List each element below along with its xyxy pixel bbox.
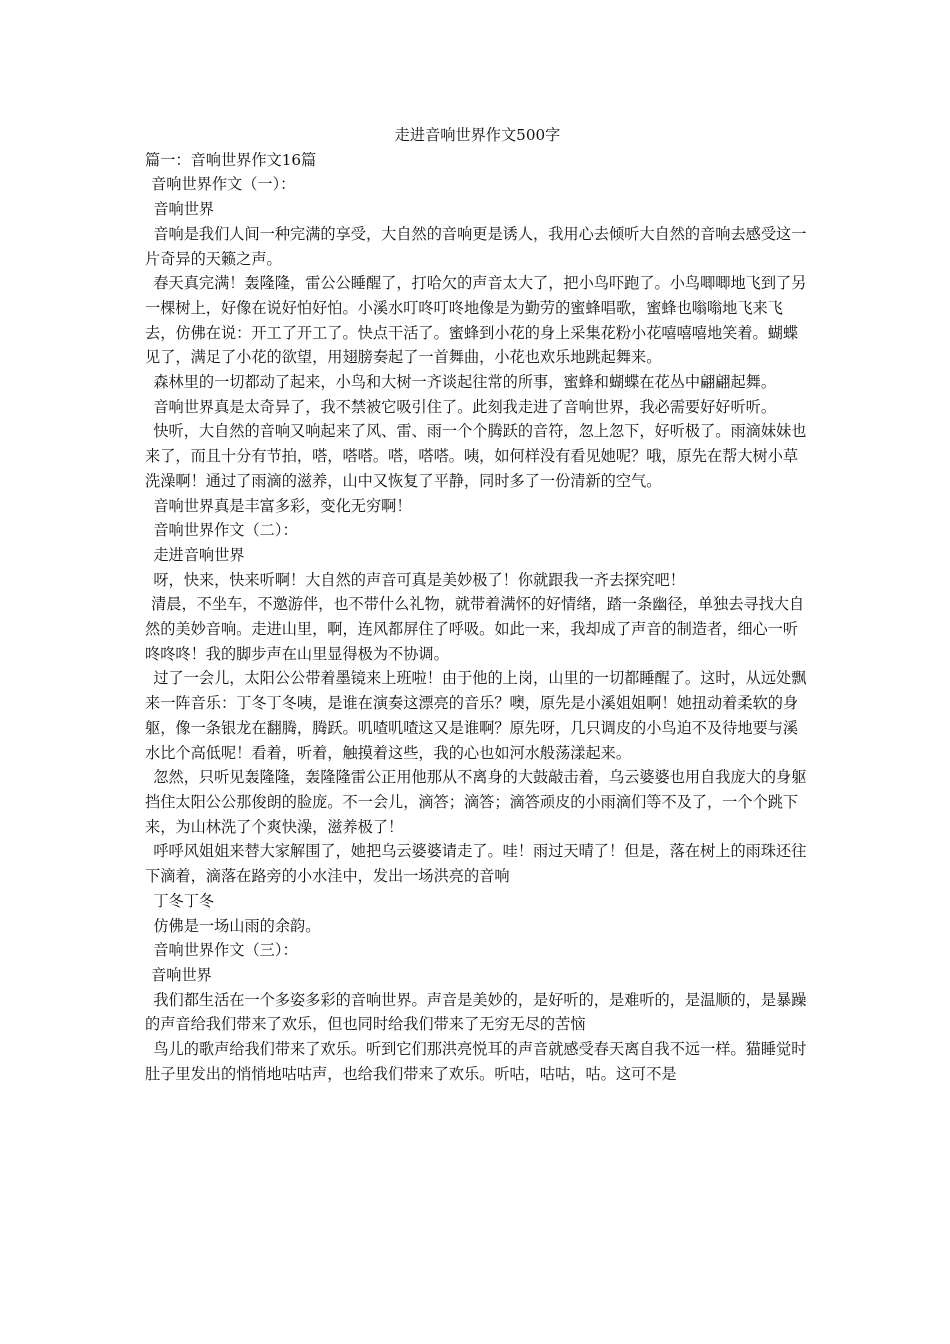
paragraph: 快听，大自然的音响又响起来了风、雷、雨一个个腾跃的音符，忽上忽下，好听极了。雨滴妹妹也来了，而且十分有节拍，嗒，嗒嗒。嗒，嗒嗒。咦，如何样没有看见她呢？哦，原先在帮大树小草洗澡啊！通过了雨滴的滋养，山中又恢复了平静，同时多了一份清新的空气。 — [145, 422, 807, 490]
paragraph: 呼呼风姐姐来替大家解围了，她把乌云婆婆请走了。哇！雨过天晴了！但是，落在树上的雨珠还往下滴着，滴落在路旁的小水洼中，发出一场洪亮的音响 — [145, 842, 807, 886]
paragraph: 呀，快来，快来听啊！大自然的声音可真是美妙极了！你就跟我一齐去探究吧！ — [153, 570, 685, 589]
paragraph: 仿佛是一场山雨的余韵。 — [153, 916, 321, 935]
section-heading-2: 音响世界作文（二）： — [153, 521, 298, 540]
section-heading-3: 音响世界作文（三）： — [153, 941, 298, 960]
document-page — [145, 123, 810, 1086]
paragraph: 音响世界真是丰富多彩，变化无穷啊！ — [153, 496, 412, 515]
paragraph: 丁冬丁冬 — [153, 891, 215, 910]
document-title: 走进音响世界作文500字 — [394, 126, 561, 144]
paragraph: 森林里的一切都动了起来，小鸟和大树一齐谈起往常的所事，蜜蜂和蝴蝶在花丛中翩翩起舞。 — [153, 373, 777, 392]
heading-part-one: 篇一：音响世界作文16篇 — [145, 150, 317, 169]
paragraph: 我们都生活在一个多姿多彩的音响世界。声音是美妙的，是好听的，是难听的，是温顺的，是暴躁的声音给我们带来了欢乐，但也同时给我们带来了无穷无尽的苦恼 — [145, 990, 807, 1034]
paragraph: 音响世界真是太奇异了，我不禁被它吸引住了。此刻我走进了音响世界，我必需要好好听听。 — [153, 397, 777, 416]
paragraph: 春天真完满！轰隆隆，雷公公睡醒了，打哈欠的声音太大了，把小鸟吓跑了。小鸟唧唧地飞到了另一棵树上，好像在说好怕好怕。小溪水叮咚叮咚地像是为勤劳的蜜蜂唱歌，蜜蜂也嗡嗡地飞来飞去，仿佛在说：开工了开工了。快点干活了。蜜蜂到小花的身上采集花粉小花嘻嘻嘻地笑着。蝴蝶见了，满足了小花的欲望，用翅膀奏起了一首舞曲，小花也欢乐地跳起舞来。 — [145, 274, 807, 367]
paragraph: 忽然，只听见轰隆隆，轰隆隆雷公正用他那从不离身的大鼓敲击着，乌云婆婆也用自我庞大的身躯挡住太阳公公那俊朗的脸庞。不一会儿，滴答；滴答；滴答顽皮的小雨滴们等不及了，一个个跳下来，为山林洗了个爽快澡，滋养极了！ — [145, 768, 807, 836]
paragraph: 清晨，不坐车，不邀游伴，也不带什么礼物，就带着满怀的好情绪，踏一条幽径，单独去寻找大自然的美妙音响。走进山里，啊，连风都屏住了呼吸。如此一来，我却成了声音的制造者，细心一听咚咚咚！我的脚步声在山里显得极为不协调。 — [145, 595, 805, 663]
essay-title-2: 走进音响世界 — [153, 545, 245, 564]
section-heading-1: 音响世界作文（一）： — [151, 175, 296, 194]
essay-title-3: 音响世界 — [151, 965, 212, 984]
paragraph: 音响是我们人间一种完满的享受，大自然的音响更是诱人，我用心去倾听大自然的音响去感受这一片奇异的天籁之声。 — [145, 224, 807, 268]
paragraph: 过了一会儿，太阳公公带着墨镜来上班啦！由于他的上岗，山里的一切都睡醒了。这时，从远处飘来一阵音乐：丁冬丁冬咦，是谁在演奏这漂亮的音乐？噢，原先是小溪姐姐啊！她扭动着柔软的身躯，像一条银龙在翻腾，腾跃。叽喳叽喳这又是谁啊？原先呀，几只调皮的小鸟迫不及待地要与溪水比个高低呢！看着，听着，触摸着这些，我的心也如河水般荡漾起来。 — [145, 669, 807, 762]
essay-title-1: 音响世界 — [153, 200, 215, 219]
paragraph: 鸟儿的歌声给我们带来了欢乐。听到它们那洪亮悦耳的声音就感受春天离自我不远一样。猫睡觉时肚子里发出的悄悄地咕咕声，也给我们带来了欢乐。听咕，咕咕，咕。这可不是 — [145, 1040, 807, 1083]
